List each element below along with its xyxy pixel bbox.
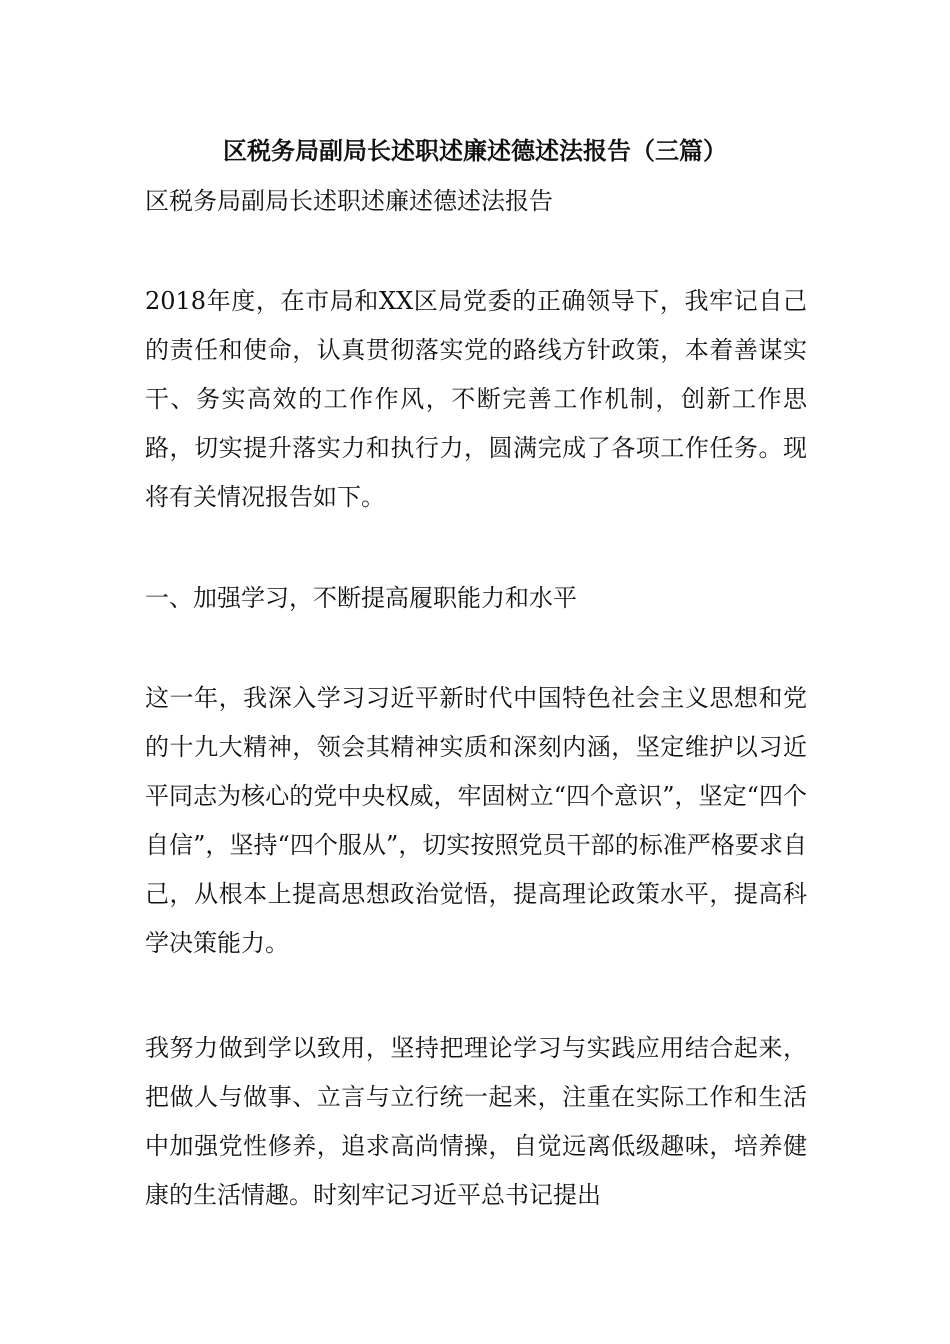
paragraph-study: 这一年，我深入学习习近平新时代中国特色社会主义思想和党的十九大精神，领会其精神实质和深刻内涵，坚定维护以习近平同志为核心的党中央权威，牢固树立“四个意识”，坚定“四个自信”，坚持“四个服从”，切实按照党员干部的标准严格要求自己，从根本上提高思想政治觉悟，提高理论政策水平，提高科学决策能力。 (145, 684, 807, 957)
paragraph-practice: 我努力做到学以致用，坚持把理论学习与实践应用结合起来，把做人与做事、立言与立行统一起来，注重在实际工作和生活中加强党性修养，追求高尚情操，自觉远离低级趣味，培养健康的生活情趣。时刻牢记习近平总书记提出 (145, 1034, 807, 1209)
document-title: 区税务局副局长述职述廉述德述法报告（三篇） (223, 136, 727, 165)
section-heading: 一、加强学习，不断提高履职能力和水平 (145, 584, 577, 612)
paragraph-intro: 2018年度，在市局和XX区局党委的正确领导下，我牢记自己的责任和使命，认真贯彻落实党的路线方针政策，本着善谋实干、务实高效的工作作风，不断完善工作机制，创新工作思路，切实提升落实力和执行力，圆满完成了各项工作任务。现将有关情况报告如下。 (145, 287, 807, 511)
document-subtitle: 区税务局副局长述职述廉述德述法报告 (145, 187, 553, 215)
